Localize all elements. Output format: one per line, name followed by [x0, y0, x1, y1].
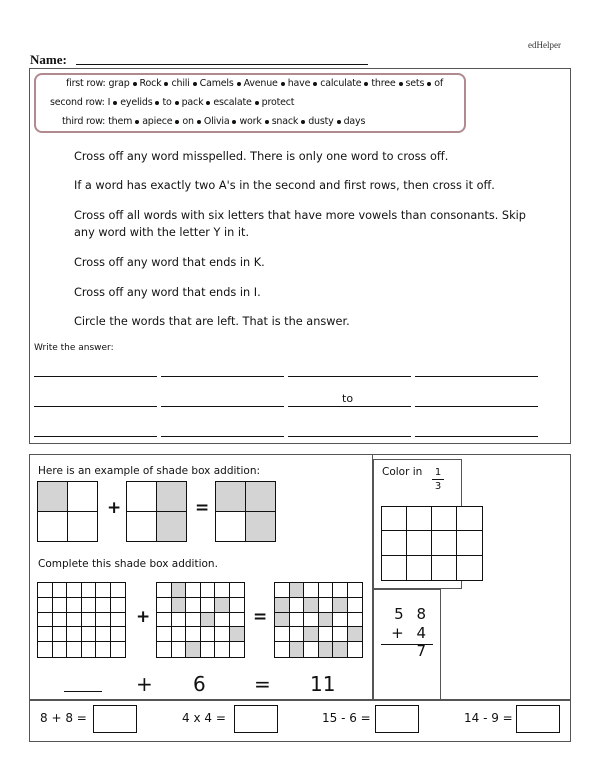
grid-cell	[215, 583, 230, 598]
grid-cell	[157, 583, 172, 598]
grid-cell[interactable]	[67, 598, 82, 613]
grid-cell	[275, 598, 290, 613]
grid-cell	[230, 627, 245, 642]
grid-cell	[157, 512, 187, 542]
grid-cell	[68, 482, 98, 512]
bullet-icon	[175, 101, 179, 105]
grid-cell[interactable]	[382, 556, 407, 580]
word-item[interactable]: Avenue	[243, 78, 278, 89]
instruction-5: Cross off any word that ends in I.	[74, 286, 261, 299]
equation-3-answer-box[interactable]	[375, 705, 419, 733]
grid-cell[interactable]	[53, 627, 68, 642]
problem-grid-2	[156, 582, 245, 658]
grid-cell	[127, 512, 157, 542]
answer-line[interactable]	[34, 376, 157, 377]
grid-cell[interactable]	[432, 556, 457, 580]
grid-cell	[201, 642, 216, 657]
word-item[interactable]: dusty	[308, 116, 334, 127]
instruction-4: Cross off any word that ends in K.	[74, 256, 265, 269]
word-item[interactable]: chili	[171, 78, 190, 89]
answer-line[interactable]	[161, 406, 284, 407]
word-box	[34, 73, 466, 133]
addition-bottom: + 4 7	[391, 624, 430, 660]
equation-2: 4 x 4 =	[182, 711, 226, 725]
grid-cell	[275, 613, 290, 628]
grid-cell	[348, 642, 363, 657]
grid-cell	[290, 598, 305, 613]
grid-cell	[172, 583, 187, 598]
grid-cell	[333, 583, 348, 598]
grid-cell	[304, 613, 319, 628]
answer-line[interactable]	[415, 406, 538, 407]
word-item[interactable]: apiece	[142, 116, 173, 127]
grid-cell	[230, 598, 245, 613]
math-section	[29, 454, 571, 700]
grid-cell	[127, 482, 157, 512]
grid-cell	[304, 642, 319, 657]
answer-line[interactable]	[161, 376, 284, 377]
grid-cell	[201, 583, 216, 598]
grid-cell	[215, 642, 230, 657]
grid-cell[interactable]	[382, 531, 407, 555]
grid-cell	[216, 482, 246, 512]
word-item[interactable]: Rock	[139, 78, 162, 89]
grid-cell[interactable]	[111, 598, 126, 613]
grid-cell	[157, 598, 172, 613]
equation-1: 8 + 8 =	[40, 711, 87, 725]
grid-cell[interactable]	[82, 583, 97, 598]
equation-1-answer-box[interactable]	[93, 705, 137, 733]
problem-grid-1[interactable]	[37, 582, 126, 658]
word-item[interactable]: pack	[181, 97, 204, 108]
grid-cell	[157, 627, 172, 642]
grid-cell[interactable]	[111, 613, 126, 628]
problem-grid-3	[274, 582, 363, 658]
addition-top: 5 8	[394, 605, 430, 623]
word-item[interactable]: days	[343, 116, 366, 127]
grid-cell	[333, 598, 348, 613]
grid-cell	[275, 642, 290, 657]
grid-cell	[201, 598, 216, 613]
equation-2-answer-box[interactable]	[234, 705, 278, 733]
color-in-grid[interactable]	[381, 506, 483, 581]
bullet-icon	[313, 82, 317, 86]
grid-cell[interactable]	[96, 583, 111, 598]
bullet-icon	[255, 101, 259, 105]
equals-sign: =	[195, 498, 210, 518]
answer-line[interactable]	[34, 406, 157, 407]
answer-line[interactable]	[415, 436, 538, 437]
grid-cell[interactable]	[67, 613, 82, 628]
grid-cell	[304, 583, 319, 598]
grid-cell	[68, 512, 98, 542]
word-row-label: third row:	[62, 116, 106, 127]
equation-3: 15 - 6 =	[322, 711, 371, 725]
grid-cell	[230, 583, 245, 598]
bullet-icon	[265, 120, 269, 124]
name-input-line[interactable]	[76, 64, 368, 65]
word-item[interactable]: sets	[405, 78, 425, 89]
grid-cell[interactable]	[82, 627, 97, 642]
grid-cell	[290, 642, 305, 657]
grid-cell	[348, 583, 363, 598]
word-item[interactable]: protect	[261, 97, 295, 108]
color-in-label: Color in	[382, 466, 423, 478]
grid-cell	[186, 613, 201, 628]
grid-cell	[215, 627, 230, 642]
grid-cell[interactable]	[38, 598, 53, 613]
plus-sign: +	[107, 498, 122, 518]
grid-cell[interactable]	[432, 507, 457, 531]
answer-label: Write the answer:	[34, 343, 114, 353]
word-row-label: second row:	[50, 97, 105, 108]
fraction-bar	[432, 479, 444, 480]
grid-cell[interactable]	[382, 507, 407, 531]
name-label: Name:	[30, 52, 67, 67]
grid-cell	[172, 627, 187, 642]
word-item[interactable]: three	[371, 78, 396, 89]
grid-cell	[275, 583, 290, 598]
grid-cell	[201, 613, 216, 628]
grid-cell	[172, 598, 187, 613]
bullet-icon	[364, 82, 368, 86]
grid-cell[interactable]	[53, 642, 68, 657]
grid-cell[interactable]	[38, 642, 53, 657]
word-row-first	[66, 78, 443, 89]
answer-line[interactable]	[34, 436, 157, 437]
grid-cell	[216, 512, 246, 542]
grid-cell	[186, 598, 201, 613]
bullet-icon	[399, 82, 403, 86]
example-grid-2	[126, 481, 187, 542]
word-item[interactable]: snack	[271, 116, 299, 127]
sum-value: 11	[310, 672, 336, 696]
grid-cell[interactable]	[96, 627, 111, 642]
bullet-icon	[206, 101, 210, 105]
grid-cell[interactable]	[82, 598, 97, 613]
grid-cell	[290, 627, 305, 642]
grid-cell	[230, 613, 245, 628]
grid-cell	[348, 598, 363, 613]
grid-cell[interactable]	[82, 642, 97, 657]
plus-sign: +	[136, 672, 153, 696]
brand-label: edHelper	[528, 40, 561, 50]
grid-cell[interactable]	[38, 627, 53, 642]
bullet-icon	[281, 82, 285, 86]
grid-cell[interactable]	[38, 583, 53, 598]
grid-cell	[172, 613, 187, 628]
grid-cell	[38, 512, 68, 542]
word-row-second	[50, 97, 294, 108]
answer-line[interactable]	[288, 436, 411, 437]
grid-cell[interactable]	[53, 613, 68, 628]
bullet-icon	[135, 120, 139, 124]
bullet-icon	[155, 101, 159, 105]
bullet-icon	[337, 120, 341, 124]
fraction-denominator: 3	[434, 481, 442, 492]
shade-example-label: Here is an example of shade box addition:	[38, 465, 261, 477]
grid-cell[interactable]	[96, 613, 111, 628]
grid-cell[interactable]	[111, 642, 126, 657]
equals-sign: =	[253, 607, 268, 627]
grid-cell	[275, 627, 290, 642]
grid-cell	[172, 642, 187, 657]
word-item[interactable]: to	[162, 97, 172, 108]
grid-cell[interactable]	[53, 583, 68, 598]
grid-cell[interactable]	[67, 583, 82, 598]
equation-4-answer-box[interactable]	[516, 705, 560, 733]
grid-cell[interactable]	[457, 531, 482, 555]
grid-cell[interactable]	[38, 613, 53, 628]
grid-cell	[157, 482, 187, 512]
bullet-icon	[175, 120, 179, 124]
instruction-2: If a word has exactly two A's in the second and first rows, then cross it off.	[74, 179, 495, 192]
instruction-1: Cross off any word misspelled. There is only one word to cross off.	[74, 150, 449, 163]
grid-cell[interactable]	[457, 507, 482, 531]
example-grid-1	[37, 481, 98, 542]
grid-cell[interactable]	[432, 531, 457, 555]
shade-complete-label: Complete this shade box addition.	[38, 558, 218, 570]
grid-cell	[333, 613, 348, 628]
grid-cell	[319, 613, 334, 628]
grid-cell[interactable]	[53, 598, 68, 613]
grid-cell[interactable]	[407, 531, 432, 555]
answer-filled-word: to	[342, 392, 354, 405]
word-item[interactable]: eyelids	[120, 97, 153, 108]
grid-cell[interactable]	[111, 627, 126, 642]
bullet-icon	[232, 120, 236, 124]
grid-cell	[304, 598, 319, 613]
plus-sign: +	[136, 607, 151, 627]
word-item[interactable]: of	[434, 78, 443, 89]
grid-cell	[186, 627, 201, 642]
word-item[interactable]: on	[182, 116, 194, 127]
grid-cell	[38, 482, 68, 512]
grid-cell[interactable]	[67, 642, 82, 657]
bullet-icon	[197, 120, 201, 124]
addend-value: 6	[193, 672, 206, 696]
word-item[interactable]: work	[239, 116, 262, 127]
grid-cell	[348, 627, 363, 642]
grid-cell	[157, 642, 172, 657]
example-grid-3	[215, 481, 276, 542]
grid-cell	[304, 627, 319, 642]
bullet-icon	[133, 82, 137, 86]
grid-cell[interactable]	[67, 627, 82, 642]
grid-cell[interactable]	[407, 507, 432, 531]
bullet-icon	[427, 82, 431, 86]
answer-line[interactable]	[161, 436, 284, 437]
grid-cell	[319, 583, 334, 598]
bullet-icon	[237, 82, 241, 86]
grid-cell	[215, 613, 230, 628]
grid-cell	[230, 642, 245, 657]
word-item[interactable]: Olivia	[203, 116, 230, 127]
grid-cell	[319, 598, 334, 613]
equals-sign: =	[254, 672, 271, 696]
bullet-icon	[164, 82, 168, 86]
instruction-3: Cross off all words with six letters that have more vowels than consonants. Skip any word with the letter Y in it.	[74, 209, 526, 239]
grid-cell	[348, 613, 363, 628]
grid-cell	[290, 583, 305, 598]
word-row-label: first row:	[66, 78, 106, 89]
answer-line[interactable]	[288, 406, 411, 407]
grid-cell[interactable]	[407, 556, 432, 580]
grid-cell	[246, 482, 276, 512]
grid-cell	[215, 598, 230, 613]
grid-cell[interactable]	[111, 583, 126, 598]
grid-cell[interactable]	[96, 598, 111, 613]
grid-cell	[333, 642, 348, 657]
answer-line[interactable]	[288, 376, 411, 377]
grid-cell[interactable]	[96, 642, 111, 657]
grid-cell	[290, 613, 305, 628]
word-item[interactable]: have	[287, 78, 311, 89]
instruction-6: Circle the words that are left. That is the answer.	[74, 315, 350, 328]
answer-line[interactable]	[415, 376, 538, 377]
grid-cell[interactable]	[82, 613, 97, 628]
bullet-icon	[113, 101, 117, 105]
word-item[interactable]: calculate	[320, 78, 362, 89]
word-item[interactable]: escalate	[213, 97, 252, 108]
grid-cell	[246, 512, 276, 542]
answer-blank[interactable]	[64, 691, 102, 692]
word-row-third	[62, 116, 365, 127]
word-item[interactable]: them	[108, 116, 133, 127]
word-item[interactable]: Camels	[199, 78, 234, 89]
grid-cell	[186, 642, 201, 657]
bullet-icon	[193, 82, 197, 86]
equation-4: 14 - 9 =	[464, 711, 513, 725]
grid-cell	[319, 627, 334, 642]
bullet-icon	[301, 120, 305, 124]
grid-cell	[186, 583, 201, 598]
fraction-numerator: 1	[434, 467, 442, 478]
addition-line	[381, 644, 433, 645]
word-item[interactable]: grap	[108, 78, 130, 89]
grid-cell	[333, 627, 348, 642]
word-item[interactable]: I	[107, 97, 111, 108]
grid-cell	[319, 642, 334, 657]
grid-cell[interactable]	[457, 556, 482, 580]
grid-cell	[201, 627, 216, 642]
grid-cell	[157, 613, 172, 628]
